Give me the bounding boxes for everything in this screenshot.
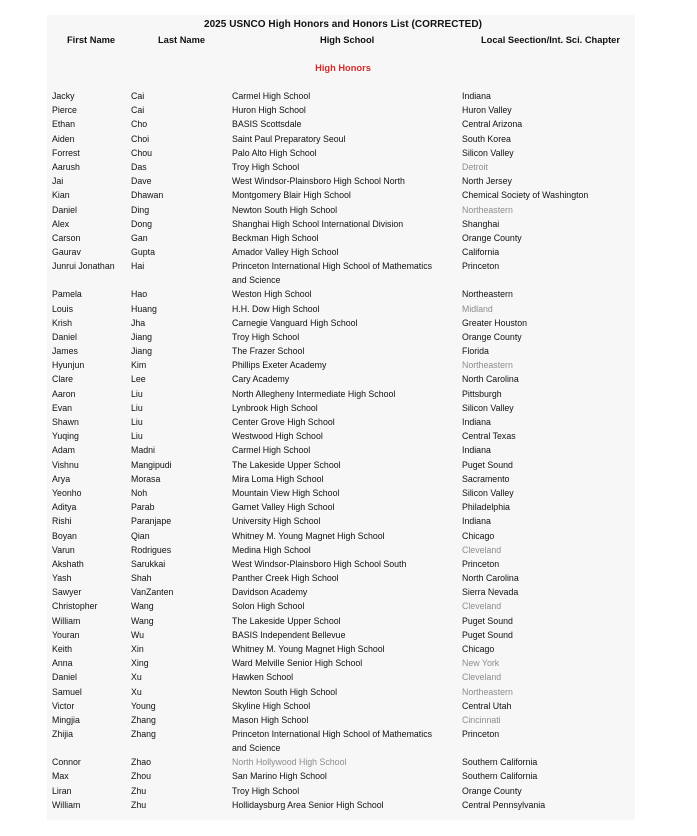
table-row [0, 246, 697, 260]
high-school-cell: North Hollywood High School [232, 757, 347, 768]
last-name-cell: Cai [131, 105, 145, 116]
table-row [0, 558, 697, 572]
high-school-cell: Davidson Academy [232, 587, 308, 598]
high-school-cell: Princeton International High School of Mathematics and Science [232, 261, 432, 285]
table-row [0, 473, 697, 487]
table-row [0, 218, 697, 232]
high-school-cell: The Lakeside Upper School [232, 615, 341, 626]
table-row [0, 90, 697, 104]
last-name-cell: Gupta [131, 247, 155, 258]
table-row [0, 416, 697, 430]
table-row [0, 175, 697, 189]
high-school-cell: The Frazer School [232, 346, 305, 357]
last-name-cell: Rodrigues [131, 544, 172, 555]
honors-table-body [0, 90, 697, 813]
table-row [0, 359, 697, 373]
table-row [0, 586, 697, 600]
table-row [0, 572, 697, 586]
high-school-cell: Weston High School [232, 289, 312, 300]
high-school-cell: The Lakeside Upper School [232, 459, 341, 470]
section-heading-high-honors: High Honors [315, 63, 371, 73]
local-section-cell: Cleveland [462, 601, 502, 612]
first-name-cell: Gaurav [52, 247, 81, 258]
table-row [0, 317, 697, 331]
local-section-cell: Indiana [462, 445, 491, 456]
first-name-cell: Youran [52, 629, 80, 640]
high-school-cell: North Allegheny Intermediate High School [232, 388, 396, 399]
table-row [0, 444, 697, 458]
local-section-cell: Indiana [462, 417, 491, 428]
last-name-cell: Liu [131, 388, 143, 399]
high-school-cell: West Windsor-Plainsboro High School South [232, 558, 407, 569]
table-row [0, 430, 697, 444]
first-name-cell: Samuel [52, 686, 82, 697]
table-row [0, 388, 697, 402]
first-name-cell: Shawn [52, 417, 79, 428]
local-section-cell: South Korea [462, 133, 511, 144]
last-name-cell: Zhao [131, 757, 152, 768]
table-row [0, 629, 697, 643]
high-school-cell: Skyline High School [232, 700, 311, 711]
last-name-cell: Cai [131, 91, 145, 101]
high-school-cell: Panther Creek High School [232, 573, 339, 584]
high-school-cell: West Windsor-Plainsboro High School North [232, 176, 405, 187]
first-name-cell: Keith [52, 644, 73, 655]
high-school-cell: Solon High School [232, 601, 305, 612]
table-row [0, 615, 697, 629]
local-section-cell: Sierra Nevada [462, 587, 519, 598]
first-name-cell: Vishnu [52, 459, 79, 470]
local-section-cell: Cleveland [462, 544, 502, 555]
local-section-cell: Southern California [462, 757, 538, 768]
first-name-cell: Liran [52, 785, 72, 796]
high-school-cell: Hawken School [232, 672, 294, 683]
high-school-cell: University High School [232, 516, 321, 527]
high-school-cell: Troy High School [232, 331, 300, 342]
first-name-cell: Louis [52, 303, 74, 314]
local-section-cell: Philadelphia [462, 502, 510, 513]
first-name-cell: James [52, 346, 78, 357]
first-name-cell: Yeonho [52, 487, 82, 498]
high-school-cell: Palo Alto High School [232, 147, 317, 158]
first-name-cell: Boyan [52, 530, 77, 541]
table-row [0, 331, 697, 345]
first-name-cell: Rishi [52, 516, 72, 527]
local-section-cell: Princeton [462, 558, 500, 569]
last-name-cell: Sarukkai [131, 558, 166, 569]
local-section-cell: Huron Valley [462, 105, 512, 116]
last-name-cell: Dave [131, 176, 152, 187]
table-row [0, 657, 697, 671]
table-row [0, 643, 697, 657]
local-section-cell: Indiana [462, 91, 491, 101]
last-name-cell: Jiang [131, 331, 153, 342]
table-row [0, 700, 697, 714]
last-name-cell: Liu [131, 431, 143, 442]
local-section-cell: Northeastern [462, 686, 513, 697]
table-row [0, 459, 697, 473]
table-row [0, 530, 697, 544]
local-section-cell: Midland [462, 303, 493, 314]
table-row [0, 260, 697, 288]
high-school-cell: Westwood High School [232, 431, 323, 442]
first-name-cell: Aiden [52, 133, 75, 144]
table-row [0, 756, 697, 770]
high-school-cell: Saint Paul Preparatory Seoul [232, 133, 346, 144]
last-name-cell: Cho [131, 119, 148, 130]
local-section-cell: Silicon Valley [462, 487, 514, 498]
local-section-cell: Shanghai [462, 218, 500, 229]
high-school-cell: Carmel High School [232, 445, 311, 456]
table-row [0, 600, 697, 614]
first-name-cell: Ethan [52, 119, 75, 130]
last-name-cell: Jiang [131, 346, 153, 357]
local-section-cell: Cincinnati [462, 714, 501, 725]
local-section-cell: Silicon Valley [462, 147, 514, 158]
table-row [0, 189, 697, 203]
first-name-cell: Aditya [52, 502, 77, 513]
high-school-cell: BASIS Scottsdale [232, 119, 302, 130]
high-school-cell: Cary Academy [232, 374, 290, 385]
last-name-cell: Kim [131, 360, 147, 371]
first-name-cell: Yuqing [52, 431, 79, 442]
first-name-cell: Daniel [52, 331, 77, 342]
local-section-cell: Chemical Society of Washington [462, 190, 589, 201]
last-name-cell: Qian [131, 530, 150, 541]
local-section-cell: Greater Houston [462, 317, 528, 328]
high-school-cell: Montgomery Blair High School [232, 190, 351, 201]
last-name-cell: Zhu [131, 785, 147, 796]
table-row [0, 288, 697, 302]
table-row [0, 501, 697, 515]
first-name-cell: Adam [52, 445, 75, 456]
last-name-cell: Zhu [131, 799, 147, 810]
local-section-cell: Pittsburgh [462, 388, 502, 399]
high-school-cell: BASIS Independent Bellevue [232, 629, 346, 640]
table-row [0, 232, 697, 246]
table-row [0, 161, 697, 175]
high-school-cell: Mason High School [232, 714, 309, 725]
first-name-cell: Pierce [52, 105, 77, 116]
last-name-cell: Huang [131, 303, 157, 314]
high-school-cell: Whitney M. Young Magnet High School [232, 530, 385, 541]
high-school-cell: Garnet Valley High School [232, 502, 335, 513]
local-section-cell: Indiana [462, 516, 491, 527]
local-section-cell: Cleveland [462, 672, 502, 683]
column-header-first-name: First Name [67, 35, 116, 45]
last-name-cell: Chou [131, 147, 153, 158]
local-section-cell: Florida [462, 346, 489, 357]
first-name-cell: Jai [52, 176, 64, 187]
last-name-cell: Xin [131, 644, 144, 655]
local-section-cell: Puget Sound [462, 629, 513, 640]
table-row [0, 118, 697, 132]
table-row [0, 345, 697, 359]
local-section-cell: Chicago [462, 530, 495, 541]
local-section-cell: North Jersey [462, 176, 512, 187]
first-name-cell: Sawyer [52, 587, 82, 598]
first-name-cell: Alex [52, 218, 70, 229]
last-name-cell: Gan [131, 232, 148, 243]
local-section-cell: Central Pennsylvania [462, 799, 546, 810]
high-school-cell: Hollidaysburg Area Senior High School [232, 799, 384, 810]
last-name-cell: Zhou [131, 771, 152, 782]
local-section-cell: Detroit [462, 161, 488, 172]
table-row [0, 104, 697, 118]
last-name-cell: VanZanten [131, 587, 174, 598]
table-row [0, 714, 697, 728]
last-name-cell: Dong [131, 218, 153, 229]
table-row [0, 728, 697, 756]
local-section-cell: Southern California [462, 771, 538, 782]
first-name-cell: Hyunjun [52, 360, 85, 371]
first-name-cell: Junrui Jonathan [52, 261, 115, 272]
first-name-cell: Anna [52, 658, 73, 669]
last-name-cell: Lee [131, 374, 146, 385]
table-row [0, 147, 697, 161]
high-school-cell: Amador Valley High School [232, 247, 339, 258]
table-row [0, 515, 697, 529]
local-section-cell: North Carolina [462, 374, 519, 385]
local-section-cell: Princeton [462, 729, 500, 740]
high-school-cell: Mira Loma High School [232, 473, 324, 484]
first-name-cell: Aarush [52, 161, 80, 172]
last-name-cell: Madni [131, 445, 155, 456]
table-row [0, 487, 697, 501]
last-name-cell: Wang [131, 615, 154, 626]
table-row [0, 686, 697, 700]
first-name-cell: Arya [52, 473, 71, 484]
high-school-cell: Newton South High School [232, 204, 338, 215]
column-header-last-name: Last Name [158, 35, 206, 45]
high-school-cell: Phillips Exeter Academy [232, 360, 327, 371]
local-section-cell: Puget Sound [462, 459, 513, 470]
last-name-cell: Jha [131, 317, 146, 328]
high-school-cell: Mountain View High School [232, 487, 340, 498]
local-section-cell: Princeton [462, 261, 500, 272]
first-name-cell: Pamela [52, 289, 82, 300]
table-row [0, 303, 697, 317]
first-name-cell: Connor [52, 757, 81, 768]
high-school-cell: Carnegie Vanguard High School [232, 317, 358, 328]
last-name-cell: Hao [131, 289, 148, 300]
local-section-cell: Northeastern [462, 360, 513, 371]
last-name-cell: Noh [131, 487, 148, 498]
local-section-cell: Northeastern [462, 204, 513, 215]
last-name-cell: Dhawan [131, 190, 164, 201]
high-school-cell: H.H. Dow High School [232, 303, 320, 314]
first-name-cell: Evan [52, 402, 73, 413]
table-row [0, 373, 697, 387]
last-name-cell: Xu [131, 672, 142, 683]
high-school-cell: Center Grove High School [232, 417, 335, 428]
last-name-cell: Mangipudi [131, 459, 172, 470]
local-section-cell: Central Texas [462, 431, 516, 442]
last-name-cell: Zhang [131, 729, 156, 740]
high-school-cell: Troy High School [232, 161, 300, 172]
high-school-cell: Beckman High School [232, 232, 319, 243]
local-section-cell: Central Arizona [462, 119, 523, 130]
table-row [0, 785, 697, 799]
last-name-cell: Xu [131, 686, 142, 697]
high-school-cell: Lynbrook High School [232, 402, 318, 413]
table-row [0, 544, 697, 558]
table-row [0, 402, 697, 416]
first-name-cell: Clare [52, 374, 74, 385]
high-school-cell: Princeton International High School of Mathematics and Science [232, 729, 432, 753]
first-name-cell: Yash [52, 573, 72, 584]
last-name-cell: Wu [131, 629, 145, 640]
table-row [0, 204, 697, 218]
high-school-cell: San Marino High School [232, 771, 327, 782]
column-header-high-school: High School [320, 35, 375, 45]
first-name-cell: Akshath [52, 558, 84, 569]
first-name-cell: Krish [52, 317, 73, 328]
last-name-cell: Wang [131, 601, 154, 612]
last-name-cell: Paranjape [131, 516, 172, 527]
table-row [0, 133, 697, 147]
last-name-cell: Liu [131, 417, 143, 428]
last-name-cell: Shah [131, 573, 152, 584]
first-name-cell: Christopher [52, 601, 98, 612]
local-section-cell: Sacramento [462, 473, 510, 484]
high-school-cell: Shanghai High School International Division [232, 218, 404, 229]
first-name-cell: Carson [52, 232, 81, 243]
high-school-cell: Carmel High School [232, 91, 311, 101]
first-name-cell: Daniel [52, 672, 77, 683]
high-school-cell: Ward Melville Senior High School [232, 658, 363, 669]
first-name-cell: Mingjia [52, 714, 80, 725]
local-section-cell: Northeastern [462, 289, 513, 300]
last-name-cell: Ding [131, 204, 150, 215]
document-title: 2025 USNCO High Honors and Honors List (CORRECTED) [203, 19, 483, 30]
high-school-cell: Medina High School [232, 544, 311, 555]
local-section-cell: Silicon Valley [462, 402, 514, 413]
last-name-cell: Young [131, 700, 156, 711]
local-section-cell: Central Utah [462, 700, 512, 711]
table-row [0, 770, 697, 784]
last-name-cell: Morasa [131, 473, 161, 484]
last-name-cell: Zhang [131, 714, 156, 725]
local-section-cell: Orange County [462, 232, 522, 243]
first-name-cell: Forrest [52, 147, 80, 158]
local-section-cell: California [462, 247, 500, 258]
last-name-cell: Liu [131, 402, 143, 413]
last-name-cell: Choi [131, 133, 150, 144]
high-school-cell: Newton South High School [232, 686, 338, 697]
local-section-cell: North Carolina [462, 573, 519, 584]
first-name-cell: Jacky [52, 91, 75, 101]
high-school-cell: Troy High School [232, 785, 300, 796]
last-name-cell: Xing [131, 658, 149, 669]
first-name-cell: Zhijia [52, 729, 74, 740]
table-row [0, 799, 697, 813]
first-name-cell: Victor [52, 700, 75, 711]
column-header-local-section: Local Seection/Int. Sci. Chapter [481, 35, 620, 45]
first-name-cell: Aaron [52, 388, 76, 399]
first-name-cell: William [52, 799, 81, 810]
first-name-cell: Daniel [52, 204, 77, 215]
last-name-cell: Parab [131, 502, 155, 513]
first-name-cell: Varun [52, 544, 75, 555]
last-name-cell: Hai [131, 261, 145, 272]
first-name-cell: William [52, 615, 81, 626]
last-name-cell: Das [131, 161, 147, 172]
table-row [0, 671, 697, 685]
local-section-cell: Orange County [462, 331, 522, 342]
first-name-cell: Max [52, 771, 69, 782]
local-section-cell: Puget Sound [462, 615, 513, 626]
local-section-cell: Chicago [462, 644, 495, 655]
local-section-cell: New York [462, 658, 500, 669]
first-name-cell: Kian [52, 190, 70, 201]
high-school-cell: Huron High School [232, 105, 306, 116]
high-school-cell: Whitney M. Young Magnet High School [232, 644, 385, 655]
local-section-cell: Orange County [462, 785, 522, 796]
